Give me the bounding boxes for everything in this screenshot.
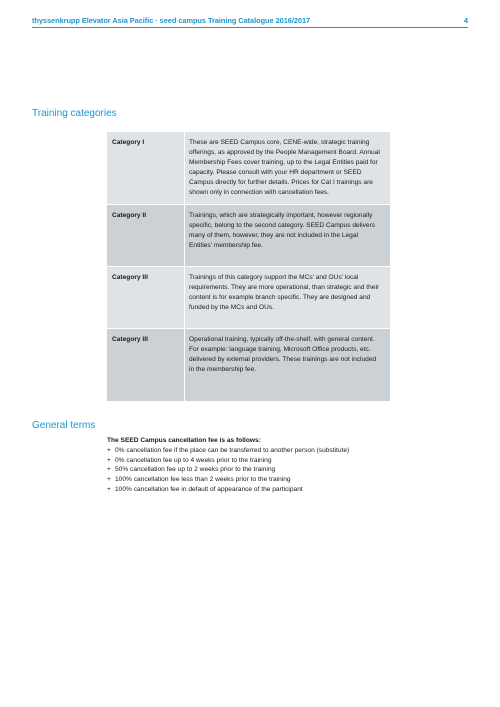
page-header bbox=[32, 12, 468, 28]
cancellation-fee-list bbox=[107, 446, 447, 495]
category-name: Category II bbox=[107, 205, 185, 267]
list-item bbox=[107, 465, 447, 475]
list-item-text: 100% cancellation fee in default of appearance of the participant bbox=[115, 485, 303, 493]
bullet: + bbox=[107, 466, 111, 474]
category-description: These are SEED Campus core, CENE-wide, strategic training offerings, as approved by the People Management Board. Annual Membership Fees cover training, up to the Legal Entities paid for capacity. Please consult with your HR department or SEED Campus directly for further details. Prices for Cat I trainings are shown only in connection with cancellation fees. bbox=[185, 132, 391, 205]
table-row bbox=[107, 267, 390, 329]
list-item bbox=[107, 446, 447, 456]
category-description: Trainings, which are strategically important, however regionally specific, belong to the second category. SEED Campus delivers many of them, however, they are not included in the Legal Entities' membership fee. bbox=[185, 205, 391, 267]
bullet: + bbox=[107, 446, 111, 454]
list-item-text: 0% cancellation fee up to 4 weeks prior to the training bbox=[115, 456, 272, 464]
general-terms-heading: General terms bbox=[32, 420, 96, 431]
list-item bbox=[107, 456, 447, 466]
category-description: Trainings of this category support the MCs' and OUs' local requirements. They are more operational, than strategic and their content is for example branch specific. They are designed and funded by the MCs and OUs. bbox=[185, 267, 391, 329]
table-row bbox=[107, 205, 390, 267]
training-categories-table bbox=[107, 132, 390, 401]
list-item-text: 50% cancellation fee up to 2 weeks prior to the training bbox=[115, 466, 276, 474]
category-name: Category III bbox=[107, 267, 185, 329]
training-categories-heading: Training categories bbox=[32, 108, 117, 119]
cancellation-fee-intro: The SEED Campus cancellation fee is as follows: bbox=[107, 437, 261, 444]
general-terms bbox=[107, 436, 447, 495]
bullet: + bbox=[107, 476, 111, 484]
list-item bbox=[107, 485, 447, 495]
list-item-text: 100% cancellation fee less than 2 weeks prior to the training bbox=[115, 476, 291, 484]
bullet: + bbox=[107, 456, 111, 464]
page-number: 4 bbox=[463, 16, 468, 25]
bullet: + bbox=[107, 485, 111, 493]
table-row bbox=[107, 329, 390, 402]
category-name: Category III bbox=[107, 329, 185, 402]
table-row bbox=[107, 132, 390, 205]
header-title: thyssenkrupp Elevator Asia Pacific · seed campus Training Catalogue 2016/2017 bbox=[32, 16, 311, 25]
list-item bbox=[107, 475, 447, 485]
header-rule bbox=[32, 27, 468, 28]
category-description: Operational training, typically off-the-shelf, with general content. For example: language training, Microsoft Office products, etc. delivered by external providers. These trainings are not included in the membership fee. bbox=[185, 329, 391, 402]
list-item-text: 0% cancellation fee if the place can be transferred to another person (substitute) bbox=[115, 446, 350, 454]
category-name: Category I bbox=[107, 132, 185, 205]
